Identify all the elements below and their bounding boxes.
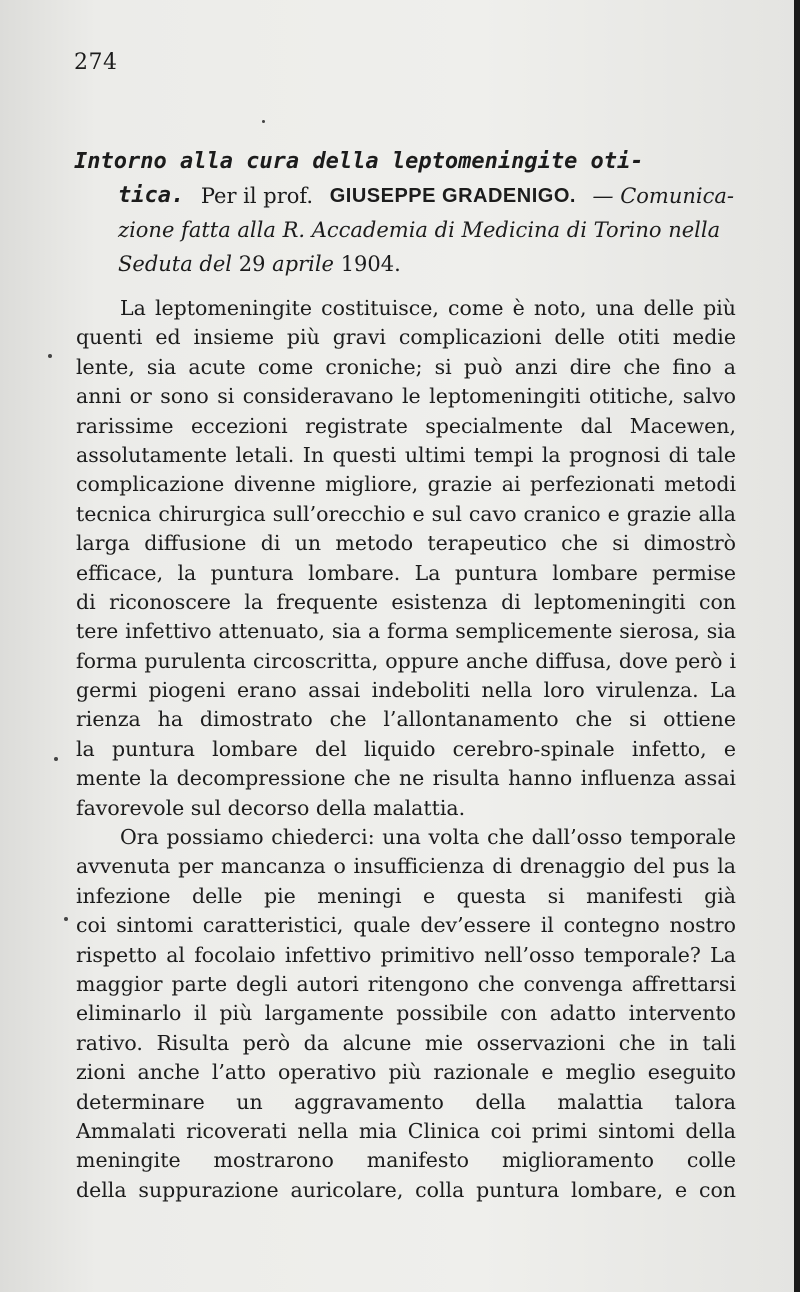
session-label: Seduta del bbox=[118, 252, 233, 276]
text-line: rienza ha dimostrato che l’allontanamento che si ottiene bbox=[76, 707, 736, 732]
text-line: assolutamente letali. In questi ultimi tempi la prognosi di tale bbox=[76, 442, 736, 467]
text-line: efficace, la puntura lombare. La puntura lombare permise bbox=[76, 560, 736, 585]
text-line: determinare un aggravamento della malattia talora bbox=[76, 1089, 736, 1114]
text-line: zioni anche l’atto operativo più razionale e meglio eseguito bbox=[76, 1060, 736, 1085]
page-edge bbox=[794, 0, 800, 1292]
title-text-end: tica. bbox=[118, 183, 185, 208]
communication-label: — Comunica- bbox=[592, 184, 734, 208]
speck bbox=[64, 917, 68, 921]
text-line: coi sintomi caratteristici, quale dev’essere il contegno nostro bbox=[76, 913, 736, 938]
text-line: rativo. Risulta però da alcune mie osservazioni che in tali bbox=[76, 1030, 736, 1055]
text-line: rarissime eccezioni registrate specialmente dal Macewen, bbox=[76, 413, 736, 438]
title-line-2 bbox=[74, 179, 734, 213]
author-name: GIUSEPPE GRADENIGO. bbox=[329, 185, 576, 207]
text-line: germi piogeni erano assai indeboliti nella loro virulenza. La bbox=[76, 678, 736, 703]
text-line: maggior parte degli autori ritengono che convenga affrettarsi bbox=[76, 972, 736, 996]
text-line: larga diffusione di un metodo terapeutico che si dimostrò bbox=[76, 531, 736, 556]
text-line: anni or sono si consideravano le leptomeningiti otitiche, salvo bbox=[76, 384, 736, 409]
text-line: infezione delle pie meningi e questa si manifesti già bbox=[76, 883, 736, 908]
session-day: 29 bbox=[238, 252, 266, 276]
text-line: di riconoscere la frequente esistenza di leptomeningiti con bbox=[76, 589, 736, 614]
text-line: forma purulenta circoscritta, oppure anche diffusa, dove però i bbox=[76, 648, 736, 673]
article-body bbox=[76, 294, 736, 1205]
speck bbox=[54, 757, 58, 761]
text-line: della suppurazione auricolare, colla puntura lombare, e con bbox=[76, 1177, 736, 1202]
session-month: aprile bbox=[272, 252, 334, 276]
text-line: Ammalati ricoverati nella mia Clinica coi primi sintomi della bbox=[76, 1118, 736, 1143]
text-line: la puntura lombare del liquido cerebro-spinale infetto, e bbox=[76, 736, 736, 761]
text-line: complicazione divenne migliore, grazie ai perfezionati metodi bbox=[76, 472, 736, 497]
text-line: avvenuta per mancanza o insufficienza di drenaggio del pus la bbox=[76, 854, 736, 879]
author-prefix: Per il prof. bbox=[200, 184, 314, 208]
speck bbox=[262, 120, 265, 123]
page-number: 274 bbox=[74, 50, 118, 75]
text-line: La leptomeningite costituisce, come è noto, una delle più bbox=[120, 296, 736, 320]
text-line: favorevole sul decorso della malattia. bbox=[76, 795, 466, 820]
text-line: tecnica chirurgica sull’orecchio e sul cavo cranico e grazie alla bbox=[76, 501, 736, 526]
article-title bbox=[74, 144, 734, 281]
speck bbox=[48, 354, 52, 358]
text-line: tere infettivo attenuato, sia a forma semplicemente sierosa, sia bbox=[76, 619, 736, 644]
text-line: rispetto al focolaio infettivo primitivo nell’osso temporale? La bbox=[76, 942, 736, 967]
title-line-4 bbox=[74, 247, 734, 281]
text-line: mente la decompressione che ne risulta hanno influenza assai bbox=[76, 766, 736, 791]
title-line-1 bbox=[74, 144, 734, 179]
title-text: Intorno alla cura della leptomeningite oti- bbox=[74, 149, 644, 174]
text-line: lente, sia acute come croniche; si può anzi dire che fino a bbox=[76, 354, 736, 379]
text-line: meningite mostrarono manifesto miglioramento colle bbox=[76, 1148, 736, 1173]
text-line: eliminarlo il più largamente possibile con adatto intervento bbox=[76, 1001, 736, 1026]
text-line: Ora possiamo chiederci: una volta che dall’osso temporale bbox=[120, 825, 736, 850]
text-line: quenti ed insieme più gravi complicazioni delle otiti medie bbox=[76, 325, 736, 350]
title-line-3: zione fatta alla R. Accademia di Medicina di Torino nella bbox=[118, 218, 721, 242]
session-year: 1904. bbox=[340, 252, 401, 276]
